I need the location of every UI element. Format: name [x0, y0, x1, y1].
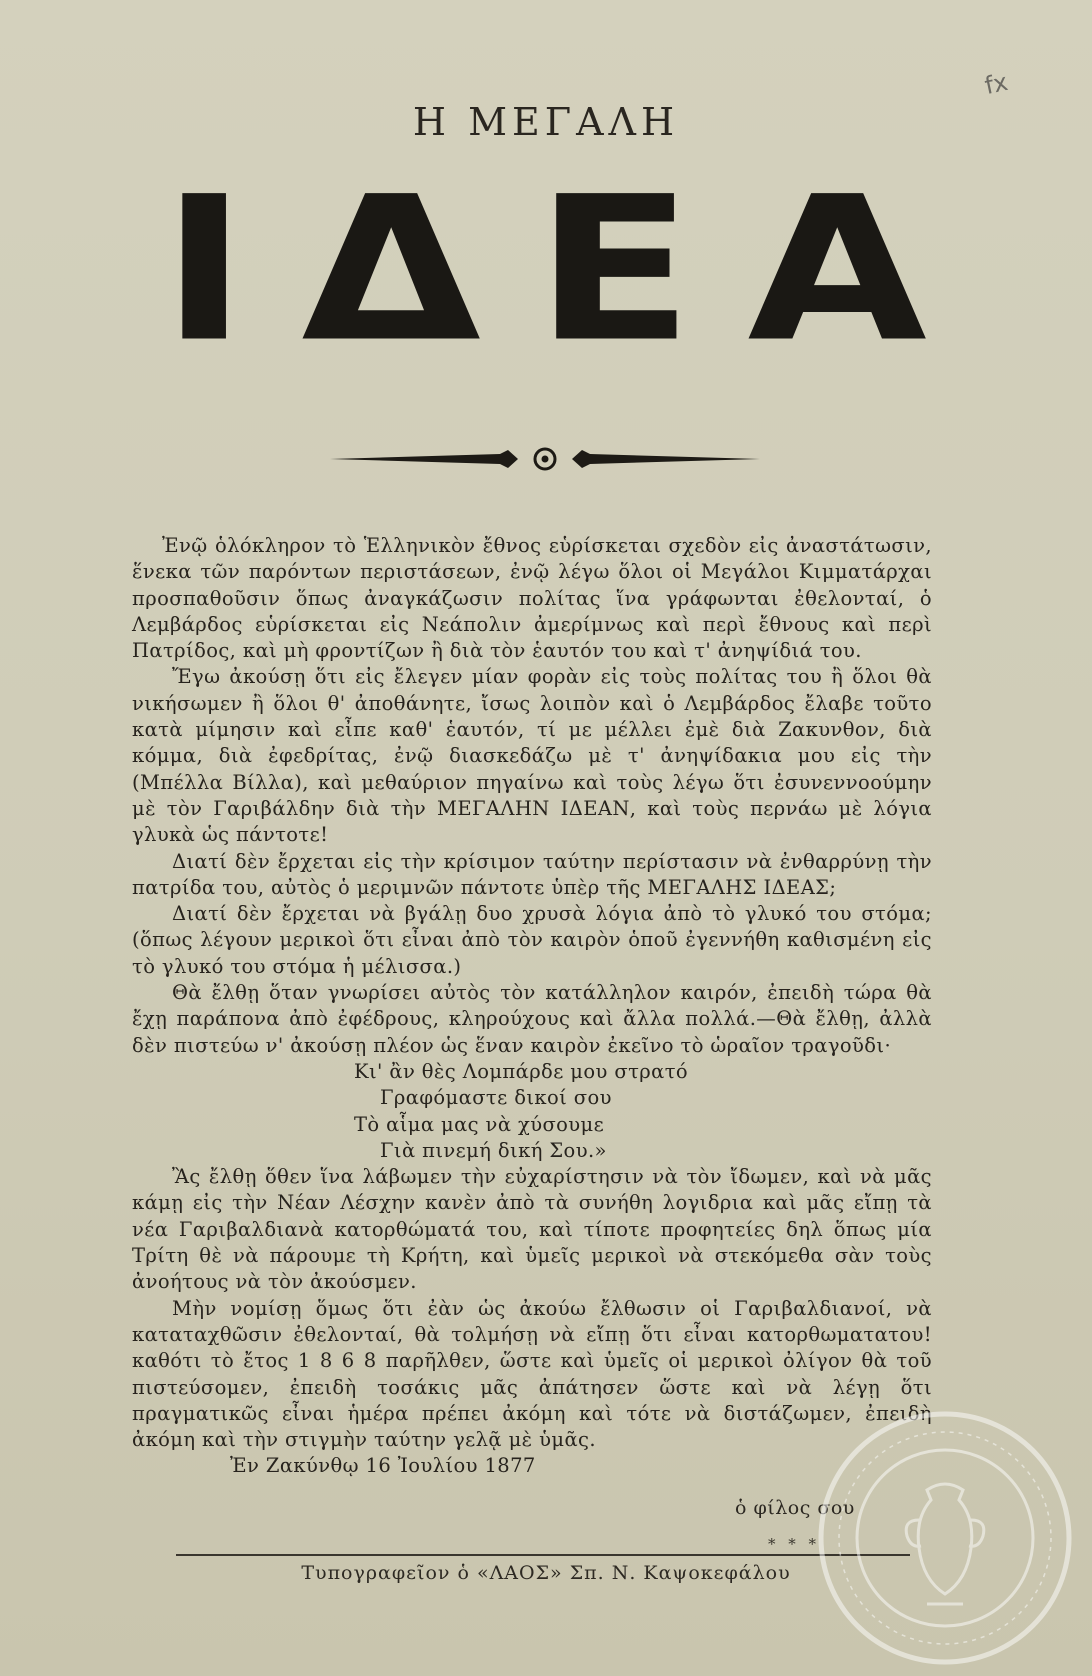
- paragraph-7: Μὴν νομίσῃ ὅμως ὅτι ἐὰν ὡς ἀκούω ἔλθωσιν οἱ Γαριβαλδιανοί, νὰ καταταχθῶσιν ἐθελονταί, θὰ τολμήσῃ νὰ εἴπῃ ὅτι εἶναι κατορθωματατου! καθότι τὸ ἔτος 1 8 6 8 παρῆλθεν, ὥστε καὶ ὑμεῖς οἱ μερικοὶ ὀλίγον θὰ τοῦ πιστεύσομεν, ἐπειδὴ τοσάκις μᾶς ἀπάτησεν ὥστε καὶ νὰ λέγῃ ὅτι πραγματικῶς εἶναι ἡμέρα πρέπει ἀκόμη καὶ τότε νὰ διστάζωμεν, ἐπειδὴ ἀκόμη καὶ τὴν στιγμὴν ταύτην γελᾷ μὲ ὑμᾶς.: [132, 1296, 932, 1452]
- paragraph-6: Ἂς ἔλθῃ ὅθεν ἵνα λάβωμεν τὴν εὐχαρίστησιν νὰ τὸν ἴδωμεν, καὶ νὰ μᾶς κάμῃ εἰς τὴν Νέαν Λέσχην κανὲν ἀπὸ τὰ συνήθη λογιδρια καὶ μᾶς εἴπῃ τὰ νέα Γαριβαλδιανὰ κατορθώματά του, καὶ τίποτε προφητείες δηλ ὅπως μία Τρίτη θὲ νὰ πάρουμε τὴ Κρήτη, καὶ ὑμεῖς μερικοὶ νὰ στεκόμεθα σὰν τοὺς ἀνοήτους νὰ τὸν ἀκούσμεν.: [132, 1165, 932, 1294]
- paragraph-5: Θὰ ἔλθῃ ὅταν γνωρίσει αὐτὸς τὸν κατάλληλον καιρόν, ἐπειδὴ τώρα θὰ ἔχῃ παράπονα ἀπὸ ἐφέδρους, κληρούχους καὶ ἄλλα πολλά.—Θὰ ἔλθῃ, ἀλλὰ δὲν πιστεύω ν' ἀκούσῃ πλέον ὡς ἕναν καιρὸν ἐκεῖνο τὸ ὡραῖον τραγοῦδι·: [132, 981, 932, 1057]
- verse-line: Τὸ αἷμα μας νὰ χύσουμε: [354, 1112, 605, 1136]
- poster-body-text: [132, 533, 932, 1480]
- asterism: * * *: [768, 1535, 821, 1553]
- verse-line: Γιὰ πινεμή δική Σου.»: [380, 1138, 607, 1162]
- ornament-divider-icon: [330, 446, 760, 472]
- dateline: Ἐν Ζακύνθῳ 16 Ἰουλίου 1877: [230, 1454, 536, 1478]
- library-seal-icon: [815, 1408, 1075, 1668]
- poster-subtitle: Η ΜΕΓΑΛΗ: [412, 100, 680, 144]
- corner-handwritten-mark: fx: [982, 67, 1011, 101]
- paragraph-4: Διατί δὲν ἔρχεται νὰ βγάλῃ δυο χρυσὰ λόγια ἀπὸ τὸ γλυκό του στόμα; (ὅπως λέγουν μερικοὶ ὅτι εἶναι ἀπὸ τὸν καιρὸν ὁποῦ ἐγεννήθη καθισμένη εἰς τὸ γλυκό του στόμα ἡ μέλισσα.): [132, 902, 932, 978]
- verse-line: Κι' ἂν θὲς Λομπάρδε μου στρατό: [354, 1059, 689, 1083]
- verse-line: Γραφόμαστε δικοί σου: [380, 1086, 612, 1110]
- paragraph-3: Διατί δὲν ἔρχεται εἰς τὴν κρίσιμον ταύτην περίστασιν νὰ ἐνθαρρύνῃ τὴν πατρίδα του, αὐτὸς ὁ μεριμνῶν πάντοτε ὑπὲρ τῆς ΜΕΓΑΛΗΣ ΙΔΕΑΣ;: [132, 849, 932, 899]
- signature: ὁ φίλος σου: [735, 1497, 855, 1519]
- paragraph-1: Ἐνῷ ὁλόκληρον τὸ Ἑλληνικὸν ἔθνος εὑρίσκεται σχεδὸν εἰς ἀναστάτωσιν, ἕνεκα τῶν παρόντων περιστάσεων, ἐνῷ λέγω ὅλοι οἱ Μεγάλοι Κιμματάρχαι προσπαθοῦσιν ὅπως ἀναγκάζωσιν πολίτας ἵνα γράφωνται ἐθελονταί, ὁ Λεμβάρδος εὑρίσκεται εἰς Νεάπολιν ἀμερίμνως καὶ περὶ ἔθνους καὶ περὶ Πατρίδος, καὶ μὴ φροντίζων ἢ διὰ τὸν ἑαυτόν του καὶ τ' ἀνηψίδιά του.: [132, 534, 932, 663]
- footer-rule: [176, 1554, 910, 1556]
- paragraph-2: Ἔγω ἀκούσῃ ὅτι εἰς ἔλεγεν μίαν φορὰν εἰς τοὺς πολίτας του ἢ ὅλοι θὰ νικήσωμεν ἢ ὅλοι θ' ἀποθάνητε, ἴσως λοιπὸν καὶ ὁ Λεμβάρδος ἔλαβε τοῦτο κατὰ μίμησιν καὶ εἶπε καθ' ἑαυτόν, τί με μέλλει ἐμὲ διὰ Ζακυνθον, διὰ κόμμα, διὰ ἐφεδρίτας, ἐνῷ διασκεδάζω μὲ τ' ἀνηψίδακια μου εἰς τὴν (Μπέλλα Βίλλα), καὶ μεθαύριον πηγαίνω καὶ τοὺς λέγω ὅτι ἐσυνεννοούμην μὲ τὸν Γαριβάλδην διὰ τὴν ΜΕΓΑΛΗΝ ΙΔΕΑΝ, καὶ τοὺς περνάω μὲ λόγια γλυκὰ ὡς πάντοτε!: [132, 665, 932, 847]
- poster-title: ΙΔΕΑ: [161, 153, 981, 386]
- song-verse: [132, 1059, 932, 1164]
- printer-imprint: Τυπογραφεῖον ὁ «ΛΑΟΣ» Σπ. Ν. Καψοκεφάλου: [301, 1562, 791, 1584]
